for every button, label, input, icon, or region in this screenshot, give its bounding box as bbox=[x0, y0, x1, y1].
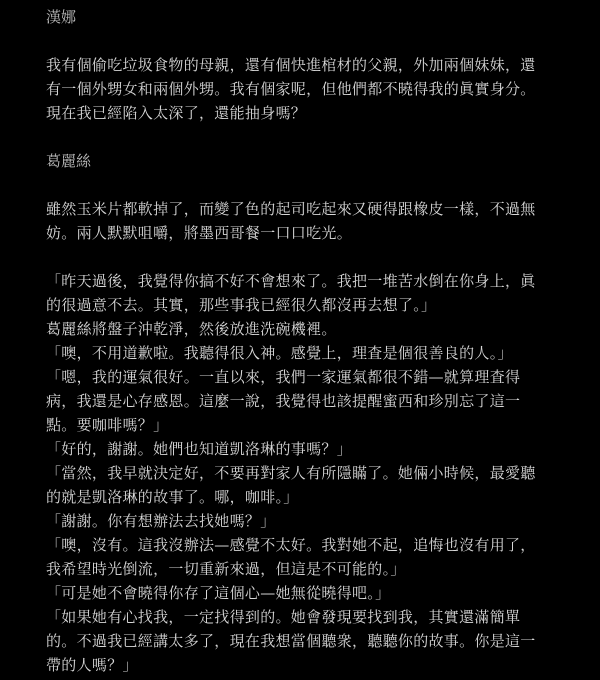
text-line: 「可是她不會曉得你存了這個心—她無從曉得吧。」 bbox=[46, 584, 391, 602]
text-line: 「昨天過後，我覺得你搞不好不會想來了。我把一堆苦水倒在你身上，眞 bbox=[46, 272, 536, 290]
text-line: 「噢，不用道歉啦。我聽得很入神。感覺上，理査是個很善良的人。」 bbox=[46, 344, 513, 362]
text-line: 我有個偷吃垃圾食物的母親，還有個快進棺材的父親，外加兩個妹妹，還 bbox=[46, 56, 536, 74]
text-line: 「謝謝。你有想辦法去找她嗎？」 bbox=[46, 512, 276, 530]
speaker-heading-hanna: 漢娜 bbox=[46, 8, 77, 26]
text-line: 點。要咖啡嗎？」 bbox=[46, 416, 169, 434]
text-line: 我希望時光倒流，一切重新來過，但這是不可能的。」 bbox=[46, 560, 406, 578]
text-line: 有一個外甥女和兩個外甥。我有個家呢，但他們都不曉得我的眞實身分。 bbox=[46, 80, 536, 98]
text-line: 病，我還是心存感恩。這麼一說，我覺得也該提醒蜜西和珍別忘了這一 bbox=[46, 392, 521, 410]
text-line: 的就是凱洛琳的故事了。哪，咖啡。」 bbox=[46, 488, 299, 506]
text-line: 「好的，謝謝。她們也知道凱洛琳的事嗎？」 bbox=[46, 440, 353, 458]
speaker-heading-grace: 葛麗絲 bbox=[46, 152, 92, 170]
text-line: 葛麗絲將盤子沖乾淨，然後放進洗碗機裡。 bbox=[46, 320, 337, 338]
text-line: 妨。兩人默默咀嚼，將墨西哥餐一口口吃光。 bbox=[46, 224, 353, 242]
text-line: 「噢，沒有。這我沒辦法—感覺不太好。我對她不起，追悔也沒有用了， bbox=[46, 536, 536, 554]
text-line: 雖然玉米片都軟掉了，而變了色的起司吃起來又硬得跟橡皮一樣，不過無 bbox=[46, 200, 536, 218]
text-line: 帶的人嗎？」 bbox=[46, 656, 138, 674]
text-line: 的。不過我已經講太多了，現在我想當個聽衆，聽聽你的故事。你是這一 bbox=[46, 632, 536, 650]
text-line: 「如果她有心找我，一定找得到的。她會發現要找到我，其實還滿簡單 bbox=[46, 608, 521, 626]
text-line: 現在我已經陷入太深了，還能抽身嗎？ bbox=[46, 104, 307, 122]
text-line: 「當然，我早就決定好，不要再對家人有所隱瞞了。她倆小時候，最愛聽 bbox=[46, 464, 536, 482]
text-line: 的很過意不去。其實，那些事我已經很久都沒再去想了。」 bbox=[46, 296, 437, 314]
text-line: 「嗯，我的運氣很好。一直以來，我們一家運氣都很不錯—就算理査得 bbox=[46, 368, 521, 386]
